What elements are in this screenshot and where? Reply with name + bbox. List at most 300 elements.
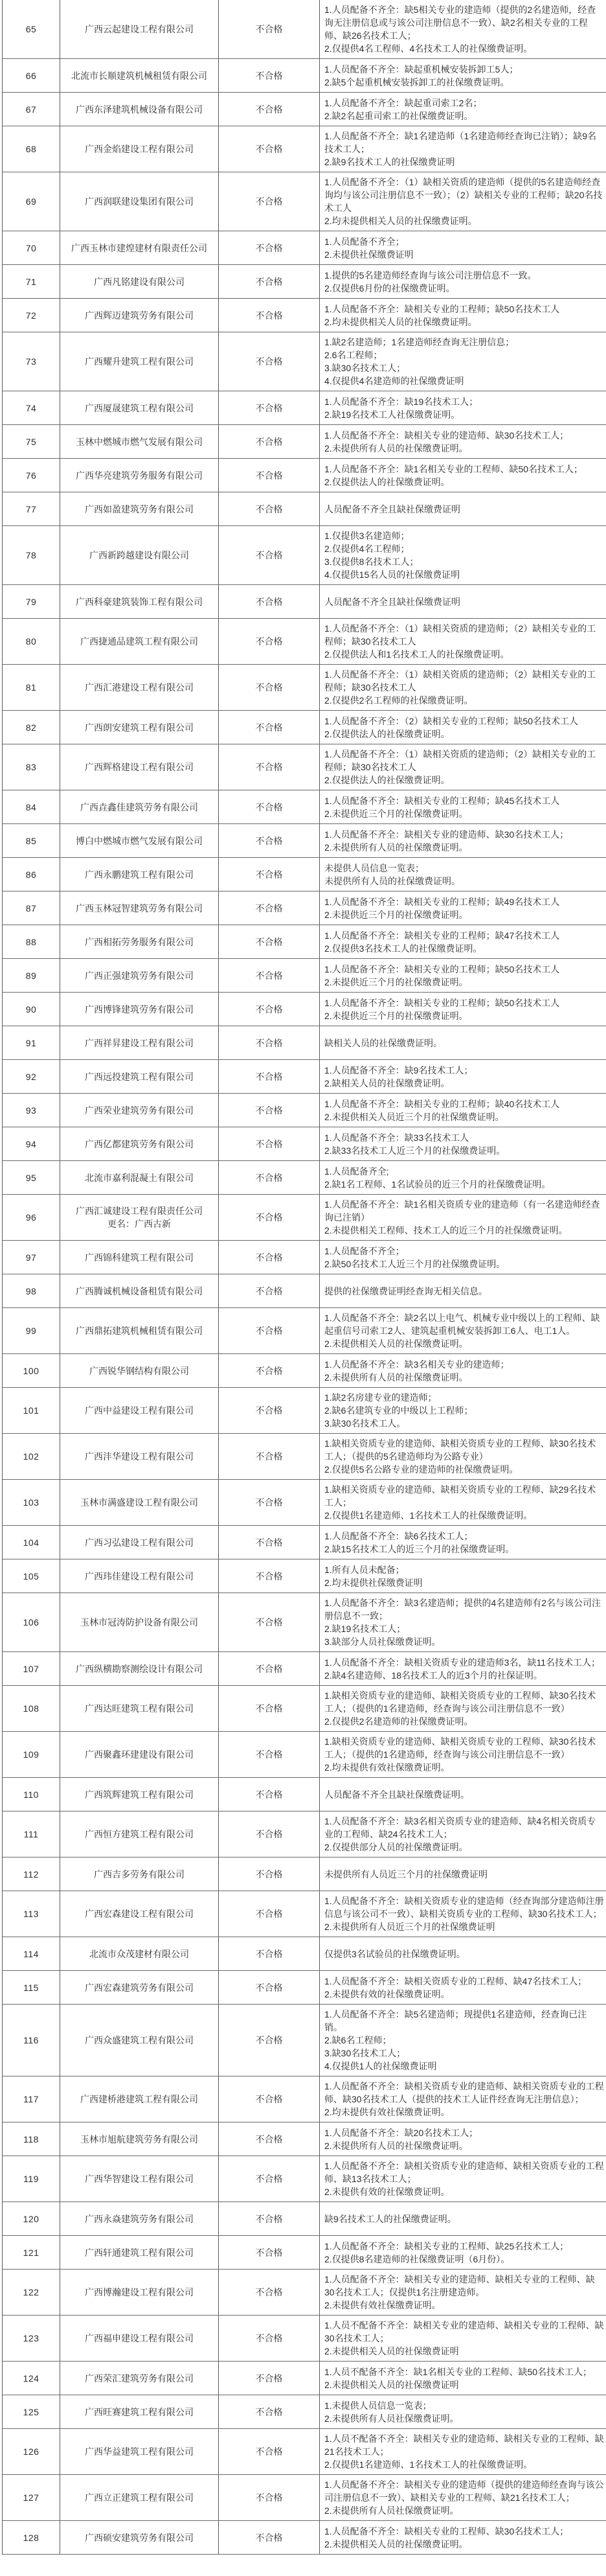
status-value: 不合格 — [219, 1652, 320, 1685]
table-row — [3, 1388, 606, 1434]
row-number: 127 — [3, 2475, 60, 2520]
table-row — [3, 711, 606, 744]
table-row — [3, 1308, 606, 1354]
row-number: 105 — [3, 1559, 60, 1593]
status-value: 不合格 — [219, 2005, 320, 2076]
reason-line: 1.人员配备齐全; — [324, 1166, 389, 1177]
reason-line: 1.人员配备不齐全：缺起重机械安装拆卸工5人； — [324, 63, 519, 75]
company-name: 广西锐华钢结构有限公司 — [89, 1365, 189, 1376]
company-name: 广西轩通建筑工程有限公司 — [85, 2247, 194, 2258]
reason-cell — [320, 1593, 606, 1651]
company-name-cell — [60, 2316, 219, 2361]
status-value: 不合格 — [219, 2156, 320, 2202]
row-number: 65 — [3, 0, 60, 58]
status-value: 不合格 — [219, 1161, 320, 1194]
status-value: 不合格 — [219, 1811, 320, 1857]
reason-cell — [320, 1195, 606, 1240]
reason-line: 2.缺相关人员的社保缴费证明。 — [324, 1077, 450, 1088]
reason-line: 1.人员配备不齐全：缺相关专业的工程师；缺49名技术工人 — [324, 896, 560, 907]
reason-line: 仅提供3名试验员的社保缴费证明。 — [324, 1948, 466, 1959]
row-number: 83 — [3, 744, 60, 790]
reason-line: 1.缺2名建造师；1名建造师经查询无注册信息； — [324, 337, 515, 347]
reason-cell — [320, 1526, 606, 1559]
row-number: 102 — [3, 1434, 60, 1479]
row-number: 84 — [3, 790, 60, 823]
table-row — [3, 2362, 606, 2395]
reason-line: 1.人员配备不齐全：缺3名相关专业的建造师； — [324, 1359, 510, 1370]
status-value: 不合格 — [219, 2122, 320, 2156]
reason-line: 2.未提供社保缴费证明 — [324, 249, 414, 260]
company-name-cell — [60, 1891, 219, 1937]
table-row — [3, 925, 606, 959]
company-name: 广西博瀚建设工程有限公司 — [85, 2287, 194, 2297]
reason-cell — [320, 993, 606, 1026]
reason-line: 2.未提供相关工程师、技术工人的近三个月的社保缴费证明。 — [324, 1225, 568, 1236]
row-number: 69 — [3, 172, 60, 231]
reason-line: 2.缺9名技术工人的社保缴费证明 — [324, 157, 455, 167]
reason-cell — [320, 2475, 606, 2520]
company-name-cell — [60, 1308, 219, 1353]
status-value: 不合格 — [219, 1891, 320, 1937]
reason-line: 1.人员配备不齐全：缺1名相关资质专业的建造师（有一名建造师经查询已注销） — [324, 1199, 600, 1223]
company-name: 广西垚鑫佳建筑劳务有限公司 — [80, 801, 198, 812]
reason-line: 2.缺19名技术工人； — [324, 1624, 406, 1634]
reason-cell — [320, 1026, 606, 1059]
row-number: 122 — [3, 2270, 60, 2315]
reason-cell — [320, 299, 606, 332]
company-name-cell — [60, 2362, 219, 2395]
reason-line: 1.人员配备不齐全：（1）缺相关资质的建造师；（2）缺相关专业的工程师；缺30名技术工人 — [324, 623, 596, 647]
company-name-cell — [60, 1652, 219, 1685]
reason-line: 1.人员配备不齐全：缺相关专业的工程师；缺40名技术工人 — [324, 1098, 560, 1109]
status-value: 不合格 — [219, 1526, 320, 1559]
table-row — [3, 2236, 606, 2270]
reason-line: 1.人员配备不齐全：缺1名相关专业的工程师、缺50名技术工人； — [324, 463, 583, 474]
reason-line: 未提供所有人员的社保缴费证明。 — [324, 875, 460, 886]
company-name-cell — [60, 2270, 219, 2315]
company-name: 广西厦晟建筑工程有限公司 — [85, 402, 194, 413]
reason-line: 1.人员配备不齐全：缺相关专业的建造师（提供的建造师经查询与该公司注册信息不一致）、缺相关专业的工程师、缺21名技术工人； — [324, 2479, 604, 2503]
row-number: 91 — [3, 1026, 60, 1059]
reason-cell — [320, 2122, 606, 2156]
table-row — [3, 2005, 606, 2076]
company-name-cell — [60, 891, 219, 925]
company-name: 北流市嘉利混凝土有限公司 — [85, 1172, 194, 1183]
company-name-cell — [60, 492, 219, 525]
reason-cell — [320, 93, 606, 126]
reason-line: 2.仅提供4名工程师； — [324, 544, 410, 554]
row-number: 112 — [3, 1857, 60, 1891]
company-name-cell — [60, 1026, 219, 1059]
status-value: 不合格 — [219, 1857, 320, 1891]
row-number: 107 — [3, 1652, 60, 1685]
status-value: 不合格 — [219, 2076, 320, 2122]
table-row — [3, 824, 606, 858]
reason-line: 1.人员配备不齐全：（1）缺相关资质的建造师（提供的5名建造师经查询均与该公司注册信息不一致）；（2）缺相关专业的工程师；缺20名技术工人 — [324, 177, 603, 213]
company-name: 玉林市冠涛防护设备有限公司 — [80, 1617, 198, 1627]
reason-line: 1.人员配备不齐全：缺20名技术工人； — [324, 2127, 478, 2138]
status-value: 不合格 — [219, 824, 320, 857]
status-value: 不合格 — [219, 1241, 320, 1274]
reason-cell — [320, 1891, 606, 1937]
reason-line: 2.均未提供相关人员的社保缴费证明。 — [324, 216, 477, 226]
reason-line: 3.缺30名技术工人； — [324, 363, 406, 373]
table-row — [3, 1241, 606, 1274]
reason-cell — [320, 0, 606, 58]
company-name: 北流市长顺建筑机械租赁有限公司 — [71, 70, 207, 81]
company-name: 广西华益建筑工程有限公司 — [85, 2446, 194, 2457]
status-value: 不合格 — [219, 1195, 320, 1240]
company-name: 广西金焰建设工程有限公司 — [85, 144, 194, 154]
reason-line: 2.未提供相关人员近三个月的社保缴费证明。 — [324, 1111, 504, 1122]
table-row — [3, 1354, 606, 1388]
reason-line: 2.仅提供5名公路专业的建造师的社保缴费证明。 — [324, 1464, 519, 1475]
reason-line: 1.人员配备不齐全：缺起重司索工2名； — [324, 97, 482, 108]
table-row — [3, 2316, 606, 2362]
reason-cell — [320, 959, 606, 992]
reason-line: 1.人员配备不齐全：（1）缺相关资质的建造师；（2）缺相关专业的工程师；缺30名技术工人 — [324, 669, 596, 693]
row-number: 125 — [3, 2395, 60, 2428]
row-number: 113 — [3, 1891, 60, 1937]
company-name-cell — [60, 1811, 219, 1857]
status-value: 不合格 — [219, 59, 320, 92]
reason-line: 1.提供的5名建造师经查询与该公司注册信息不一致。 — [324, 270, 537, 281]
table-row — [3, 993, 606, 1026]
reason-line: 1.人员配备不齐全：缺相关专业的工程师；缺50名技术工人 — [324, 303, 560, 314]
table-row — [3, 93, 606, 126]
status-value: 不合格 — [219, 1593, 320, 1651]
reason-line: 2.未提供近三个月的社保缴费证明。 — [324, 1010, 468, 1021]
reason-line: 1.人员配备不齐全：缺相关资质专业的建造师3名，缺11名技术工人； — [324, 1657, 600, 1668]
reason-line: 2.缺19名技术工人社保缴费证明。 — [324, 409, 460, 420]
reason-line: 1.未提供人员信息一览表； — [324, 2400, 432, 2411]
reason-line: 3.缺30名技术工人。 — [324, 1418, 406, 1429]
company-name: 广西建桥港建筑工程有限公司 — [80, 2094, 198, 2104]
table-row — [3, 1593, 606, 1652]
row-number: 89 — [3, 959, 60, 992]
status-value: 不合格 — [219, 1060, 320, 1093]
row-number: 70 — [3, 231, 60, 264]
status-value: 不合格 — [219, 265, 320, 298]
company-name: 广西辉迈建筑劳务有限公司 — [85, 310, 194, 321]
row-number: 74 — [3, 391, 60, 424]
reason-cell — [320, 1094, 606, 1127]
row-number: 96 — [3, 1195, 60, 1240]
row-number: 121 — [3, 2236, 60, 2269]
company-name: 玉林中燃城市燃气发展有限公司 — [76, 436, 203, 447]
status-value: 不合格 — [219, 2202, 320, 2235]
company-name: 广西东泽建筑机械设备有限公司 — [76, 104, 203, 115]
reason-line: 1.人员配备不齐全：缺相关专业的建造师、缺相关专业的工程师、缺30名技术工人；仅提供1名注册建造师。 — [324, 2274, 595, 2297]
review-result-table — [2, 0, 606, 2555]
reason-line: 1.人员配备不齐全：缺3名建造师；提供的4名建造师有2名与该公司注册信息不一致； — [324, 1598, 601, 1621]
status-value: 不合格 — [219, 744, 320, 790]
table-row — [3, 2475, 606, 2521]
company-name: 广西朗安建筑工程有限公司 — [85, 722, 194, 733]
row-number: 72 — [3, 299, 60, 332]
company-name-cell — [60, 993, 219, 1026]
company-name: 广西华亮建筑劳务服务有限公司 — [76, 470, 203, 481]
company-name: 广西远投建筑工程有限公司 — [85, 1071, 194, 1082]
reason-cell — [320, 1241, 606, 1274]
reason-line: 1.人员配备不齐全：缺5名建造师；现提供1名建造师，经查询已注销。 — [324, 2009, 587, 2032]
row-number: 71 — [3, 265, 60, 298]
reason-line: 2.缺6名建筑专业的中级以上工程师； — [324, 1405, 473, 1416]
company-name-cell — [60, 0, 219, 58]
reason-line: 3.仅提供8名技术工人； — [324, 557, 419, 567]
reason-cell — [320, 265, 606, 298]
company-name: 广西云起建设工程有限公司 — [85, 24, 194, 34]
reason-line: 1.缺相关资质专业的建造师、缺相关资质专业的工程师、缺30名技术工人；（提供的1名建造师，经查询与该公司注册信息不一致） — [324, 1736, 596, 1760]
status-value: 不合格 — [219, 2362, 320, 2395]
reason-line: 1.人员配备不齐全：缺5相关专业的建造师（提供的2名建造师，经查询无注册信息或与该公司注册信息不一致）、缺2名相关专业的工程师、缺26名技术工人； — [324, 5, 596, 41]
status-value: 不合格 — [219, 2395, 320, 2428]
status-value: 不合格 — [219, 1026, 320, 1059]
reason-cell — [320, 2202, 606, 2235]
status-value: 不合格 — [219, 1094, 320, 1127]
reason-cell — [320, 2236, 606, 2269]
table-row — [3, 1971, 606, 2005]
company-name-cell — [60, 1559, 219, 1593]
reason-cell — [320, 2316, 606, 2361]
reason-line: 2.缺4名建造师、18名技术工人的近3个月的社保证明。 — [324, 1670, 543, 1681]
company-name-cell — [60, 2475, 219, 2520]
company-name: 广西亿都建筑劳务有限公司 — [85, 1138, 194, 1149]
company-name: 广西中益建设工程有限公司 — [85, 1405, 194, 1416]
reason-cell — [320, 1971, 606, 2004]
company-name-cell — [60, 585, 219, 618]
table-row — [3, 1811, 606, 1857]
reason-line: 2.均未提供有效社保缴费证明。 — [324, 1762, 450, 1773]
row-number: 99 — [3, 1308, 60, 1353]
company-name-cell — [60, 2202, 219, 2235]
company-name: 广西筑辉建筑工程有限公司 — [85, 1789, 194, 1800]
table-row — [3, 2202, 606, 2236]
table-row — [3, 126, 606, 172]
reason-cell — [320, 1434, 606, 1479]
company-rename-note: 更名：广西古新 — [107, 1219, 171, 1229]
status-value: 不合格 — [219, 1308, 320, 1353]
reason-line: 1.人员配备不齐全； — [324, 236, 405, 247]
row-number: 88 — [3, 925, 60, 958]
reason-cell — [320, 492, 606, 525]
status-value: 不合格 — [219, 299, 320, 332]
company-name: 广西聚鑫环建建设有限公司 — [85, 1749, 194, 1760]
company-name-cell — [60, 172, 219, 231]
status-value: 不合格 — [219, 1388, 320, 1433]
company-name: 广西相拓劳务服务有限公司 — [85, 936, 194, 947]
reason-cell — [320, 2395, 606, 2428]
reason-line: 1.人员配备不齐全：缺相关资质专业的工程师、缺47名技术工人； — [324, 1975, 587, 1986]
reason-line: 2.未提供所有人员社保缴费证明。 — [324, 2413, 459, 2424]
status-value: 不合格 — [219, 1480, 320, 1525]
table-row — [3, 1686, 606, 1732]
reason-line: 2.仅提供1名建造师、1名技术工人的社保缴费证明。 — [324, 2459, 533, 2470]
reason-line: 人员配备不齐全且缺社保缴费证明。 — [324, 1789, 469, 1800]
reason-line: 1.人员配备不齐全：缺相关资质专业的建造师、缺相关资质专业的工程师、缺13名技术工人； — [324, 2161, 604, 2184]
reason-line: 2.缺33名技术工人近三个月的社保缴费证明。 — [324, 1145, 506, 1156]
reason-line: 1.人员不配备不齐全：缺相关专业的建造师、缺相关专业的工程师、缺30名技术工人； — [324, 2320, 604, 2343]
reason-line: 缺相关人员的社保缴费证明。 — [324, 1037, 442, 1048]
row-number: 90 — [3, 993, 60, 1026]
reason-cell — [320, 1354, 606, 1387]
reason-line: 1.缺相关资质专业的建造师、缺相关资质专业的工程师、缺30名技术工人；（提供的1名建造师，经查询与该公司注册信息不一致） — [324, 1690, 596, 1714]
reason-line: 2.仅提供法人的社保缴费证明。 — [324, 775, 450, 785]
reason-cell — [320, 1686, 606, 1731]
company-name: 广西硕安建筑劳务有限公司 — [85, 2532, 194, 2543]
reason-cell — [320, 2270, 606, 2315]
status-value: 不合格 — [219, 332, 320, 391]
reason-line: 2.均未提供社保缴费证明 — [324, 1577, 423, 1588]
row-number: 120 — [3, 2202, 60, 2235]
reason-cell — [320, 824, 606, 857]
reason-line: 1.人员配备不齐全：缺相关资质专业的建造师、缺相关资质专业的工程师、缺30名技术工人（提供的技术工人证件经查询无注册信息）； — [324, 2081, 604, 2104]
reason-cell — [320, 1161, 606, 1194]
company-name: 广西腾诚机械设备租赁有限公司 — [76, 1285, 203, 1296]
reason-line: 2.仅提供法人和1名技术工人的社保缴费证明。 — [324, 649, 510, 660]
row-number: 93 — [3, 1094, 60, 1127]
company-name: 广西辉格建设工程有限公司 — [85, 762, 194, 772]
table-row — [3, 2270, 606, 2316]
status-value: 不合格 — [219, 492, 320, 525]
row-number: 126 — [3, 2429, 60, 2474]
table-row — [3, 1526, 606, 1559]
reason-line: 2.均未提供相关人员的社保缴费证明。 — [324, 316, 477, 327]
reason-cell — [320, 2005, 606, 2076]
row-number: 109 — [3, 1732, 60, 1777]
status-value: 不合格 — [219, 425, 320, 458]
reason-line: 1.所有人员未配备； — [324, 1564, 405, 1575]
row-number: 81 — [3, 665, 60, 710]
reason-line: 2.仅提供部分人员的社保缴费证明。 — [324, 1842, 468, 1852]
row-number: 79 — [3, 585, 60, 618]
reason-line: 1.人员配备不齐全：（2）缺相关专业的工程师；缺50名技术工人 — [324, 715, 579, 726]
reason-line: 人员配备不齐全且缺社保缴费证明 — [324, 503, 460, 514]
status-value: 不合格 — [219, 2270, 320, 2315]
table-row — [3, 0, 606, 59]
row-number: 94 — [3, 1127, 60, 1160]
reason-line: 2.缺6名工程师； — [324, 2035, 392, 2045]
status-value: 不合格 — [219, 1971, 320, 2004]
company-name: 广西福申建设工程有限公司 — [85, 2333, 194, 2343]
reason-cell — [320, 172, 606, 231]
company-name-cell — [60, 459, 219, 492]
company-name-cell — [60, 1778, 219, 1811]
company-name-cell — [60, 2395, 219, 2428]
reason-cell — [320, 59, 606, 92]
reason-line: 1.人员配备不齐全：缺相关专业的工程师；缺47名技术工人 — [324, 930, 560, 941]
table-row — [3, 59, 606, 93]
row-number: 108 — [3, 1686, 60, 1731]
reason-line: 2.仅提供2名工程师的社保缴费证明。 — [324, 695, 473, 706]
company-name-cell — [60, 1127, 219, 1160]
row-number: 123 — [3, 2316, 60, 2361]
row-number: 75 — [3, 425, 60, 458]
reason-cell — [320, 619, 606, 664]
row-number: 98 — [3, 1274, 60, 1307]
reason-line: 3.缺30名技术工人； — [324, 2048, 406, 2058]
status-value: 不合格 — [219, 231, 320, 264]
reason-line: 4.仅提供15名人员的社保缴费证明 — [324, 569, 460, 580]
status-value: 不合格 — [219, 2236, 320, 2269]
reason-cell — [320, 1060, 606, 1093]
table-row — [3, 265, 606, 299]
table-row — [3, 619, 606, 665]
status-value: 不合格 — [219, 1274, 320, 1307]
row-number: 95 — [3, 1161, 60, 1194]
company-name: 广西汇港建设工程有限公司 — [85, 682, 194, 693]
reason-line: 1.人员配备不齐全：缺相关专业的工程师；缺50名技术工人 — [324, 963, 560, 974]
company-name: 广西科豪建筑装饰工程有限公司 — [76, 596, 203, 607]
status-value: 不合格 — [219, 2316, 320, 2361]
company-name-cell — [60, 299, 219, 332]
row-number: 111 — [3, 1811, 60, 1857]
reason-line: 1.仅提供3名建造师； — [324, 531, 410, 541]
row-number: 106 — [3, 1593, 60, 1651]
reason-line: 2.未提供所有人员的社保缴费证明。 — [324, 1372, 468, 1383]
reason-cell — [320, 1308, 606, 1353]
row-number: 116 — [3, 2005, 60, 2076]
reason-line: 2.缺5个起重机械安装拆卸工的社保缴费证明。 — [324, 76, 510, 87]
company-name-cell — [60, 1241, 219, 1274]
status-value: 不合格 — [219, 1354, 320, 1387]
status-value: 不合格 — [219, 711, 320, 744]
row-number: 67 — [3, 93, 60, 126]
company-name-cell — [60, 925, 219, 958]
table-row — [3, 1127, 606, 1161]
table-row — [3, 1891, 606, 1937]
reason-line: 4.仅提供1人的社保缴费证明 — [324, 2061, 437, 2071]
status-value: 不合格 — [219, 2521, 320, 2554]
table-row — [3, 790, 606, 824]
reason-cell — [320, 1652, 606, 1685]
table-row — [3, 2521, 606, 2555]
status-value: 不合格 — [219, 0, 320, 58]
table-row — [3, 891, 606, 925]
reason-line: 1.人员配备不齐全：缺6名技术工人； — [324, 1530, 473, 1541]
company-name: 广西祥昇建设工程有限公司 — [85, 1037, 194, 1048]
company-name-cell — [60, 265, 219, 298]
row-number: 92 — [3, 1060, 60, 1093]
row-number: 104 — [3, 1526, 60, 1559]
reason-cell — [320, 2362, 606, 2395]
company-name-cell — [60, 1434, 219, 1479]
company-name-cell — [60, 1060, 219, 1093]
reason-line: 1.人员配备不齐全：缺1名建造师（1名建造师经查询已注销）；缺9名技术工人； — [324, 131, 597, 154]
reason-line: 1.人员配备不齐全：（1）缺相关资质的建造师；（2）缺相关专业的工程师；缺30名技术工人 — [324, 749, 596, 772]
row-number: 82 — [3, 711, 60, 744]
company-name: 广西宏森建筑劳务有限公司 — [85, 1982, 194, 1993]
company-name-cell — [60, 1593, 219, 1651]
company-name-cell — [60, 665, 219, 710]
table-row — [3, 1434, 606, 1480]
row-number: 124 — [3, 2362, 60, 2395]
company-name-cell — [60, 1161, 219, 1194]
reason-line: 4.仅提供4名建造师的社保缴费证明 — [324, 376, 464, 386]
reason-cell — [320, 1388, 606, 1433]
company-name-cell — [60, 858, 219, 891]
reason-line: 2.缺2名起重司索工的社保缴费证明。 — [324, 110, 473, 121]
company-name-cell — [60, 1526, 219, 1559]
reason-line: 2.仅提供4名工程师、4名技术工人的社保缴费证明。 — [324, 43, 533, 54]
company-name-cell — [60, 1354, 219, 1387]
reason-line: 提供的社保缴费证明经查询无相关信息。 — [324, 1285, 488, 1296]
row-number: 118 — [3, 2122, 60, 2156]
reason-line: 2.未提供有效的社保缴费证明。 — [324, 1988, 450, 1999]
table-row — [3, 1937, 606, 1971]
reason-line: 2.缺15名技术工人的近三个月的社保缴费证明。 — [324, 1543, 515, 1554]
company-name-cell — [60, 1094, 219, 1127]
